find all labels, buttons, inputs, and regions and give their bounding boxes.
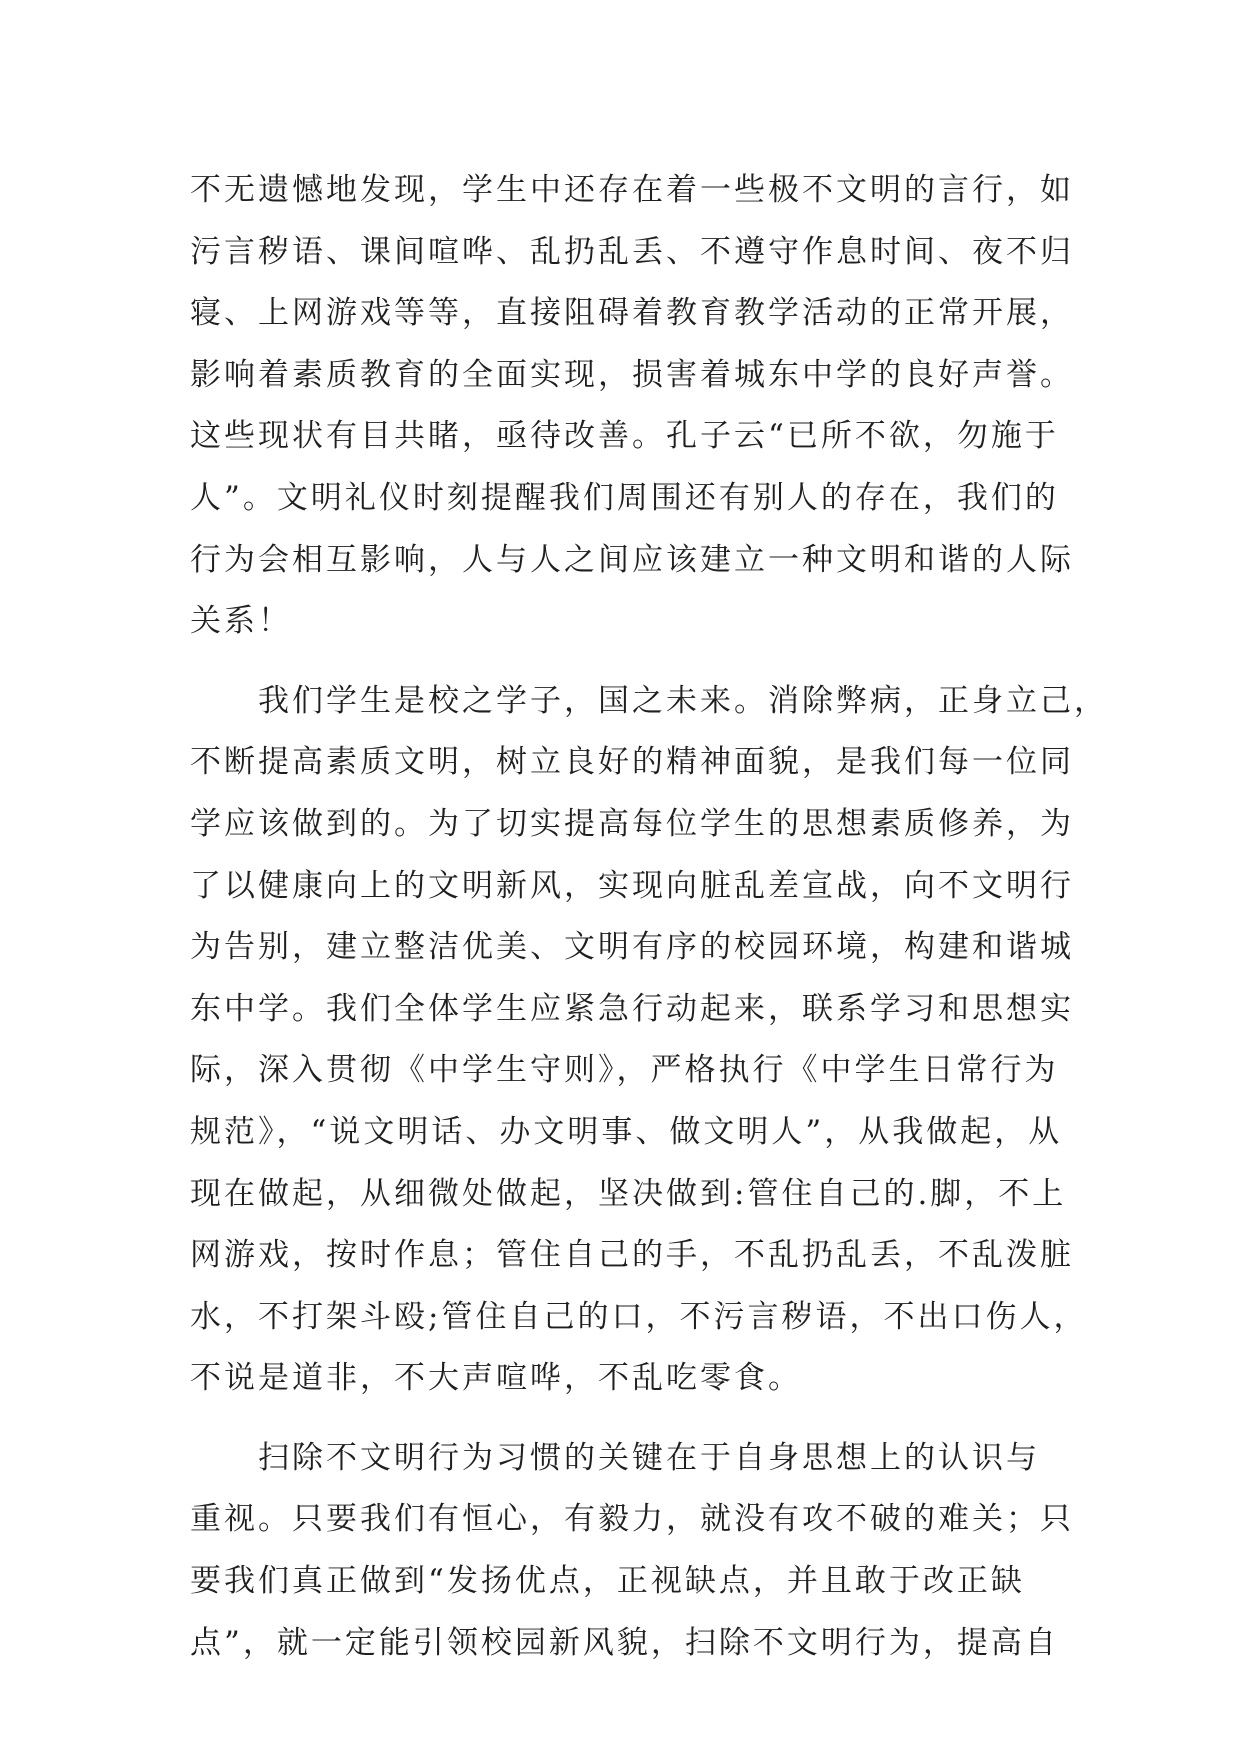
text-line: 要我们真正做到“发扬优点，正视缺点，并且敢于改正缺 [190, 1563, 1025, 1600]
text-line: 现在做起，从细微处做起，坚决做到:管住自己的.脚，不上 [190, 1175, 1067, 1212]
text-line: 网游戏，按时作息；管住自己的手，不乱扔乱丢，不乱泼脏 [190, 1237, 1074, 1274]
paragraph-3 [190, 1428, 1074, 1674]
text-line: 关系！ [190, 603, 292, 640]
text-line: 不说是道非，不大声喧哗，不乱吃零食。 [190, 1360, 802, 1397]
text-line: 学应该做到的。为了切实提高每位学生的思想素质修养，为 [190, 805, 1074, 842]
text-line: 水，不打架斗殴;管住自己的口，不污言秽语，不出口伤人， [190, 1298, 1088, 1335]
text-line: 我们学生是校之学子，国之未来。消除弊病，正身立己， [190, 682, 1108, 719]
document-body [190, 160, 1108, 1674]
text-line: 不断提高素质文明，树立良好的精神面貌，是我们每一位同 [190, 744, 1074, 781]
paragraph-2 [190, 671, 1108, 1410]
text-line: 际，深入贯彻《中学生守则》，严格执行《中学生日常行为 [190, 1052, 1059, 1089]
text-line: 重视。只要我们有恒心，有毅力，就没有攻不破的难关；只 [190, 1501, 1074, 1538]
text-line: 影响着素质教育的全面实现，损害着城东中学的良好声誉。 [190, 356, 1074, 393]
text-line: 人”。文明礼仪时刻提醒我们周围还有别人的存在，我们的 [190, 479, 1059, 516]
text-line: 污言秽语、课间喧哗、乱扔乱丢、不遵守作息时间、夜不归 [190, 233, 1074, 270]
paragraph-spacer [190, 653, 1070, 671]
paragraph-spacer [190, 1410, 1070, 1428]
text-line: 点”，就一定能引领校园新风貌，扫除不文明行为，提高自 [190, 1624, 1059, 1661]
text-line: 扫除不文明行为习惯的关键在于自身思想上的认识与 [190, 1439, 1040, 1476]
text-line: 这些现状有目共睹，亟待改善。孔子云“已所不欲，勿施于 [190, 418, 1059, 455]
paragraph-1 [190, 160, 1074, 653]
text-line: 了以健康向上的文明新风，实现向脏乱差宣战，向不文明行 [190, 867, 1074, 904]
text-line: 为告别，建立整洁优美、文明有序的校园环境，构建和谐城 [190, 929, 1074, 966]
text-line: 东中学。我们全体学生应紧急行动起来，联系学习和思想实 [190, 990, 1074, 1027]
text-line: 规范》，“说文明话、办文明事、做文明人”，从我做起，从 [190, 1113, 1063, 1150]
text-line: 寝、上网游戏等等，直接阻碍着教育教学活动的正常开展， [190, 295, 1074, 332]
text-line: 行为会相互影响，人与人之间应该建立一种文明和谐的人际 [190, 541, 1074, 578]
text-line: 不无遗憾地发现，学生中还存在着一些极不文明的言行，如 [190, 172, 1074, 208]
